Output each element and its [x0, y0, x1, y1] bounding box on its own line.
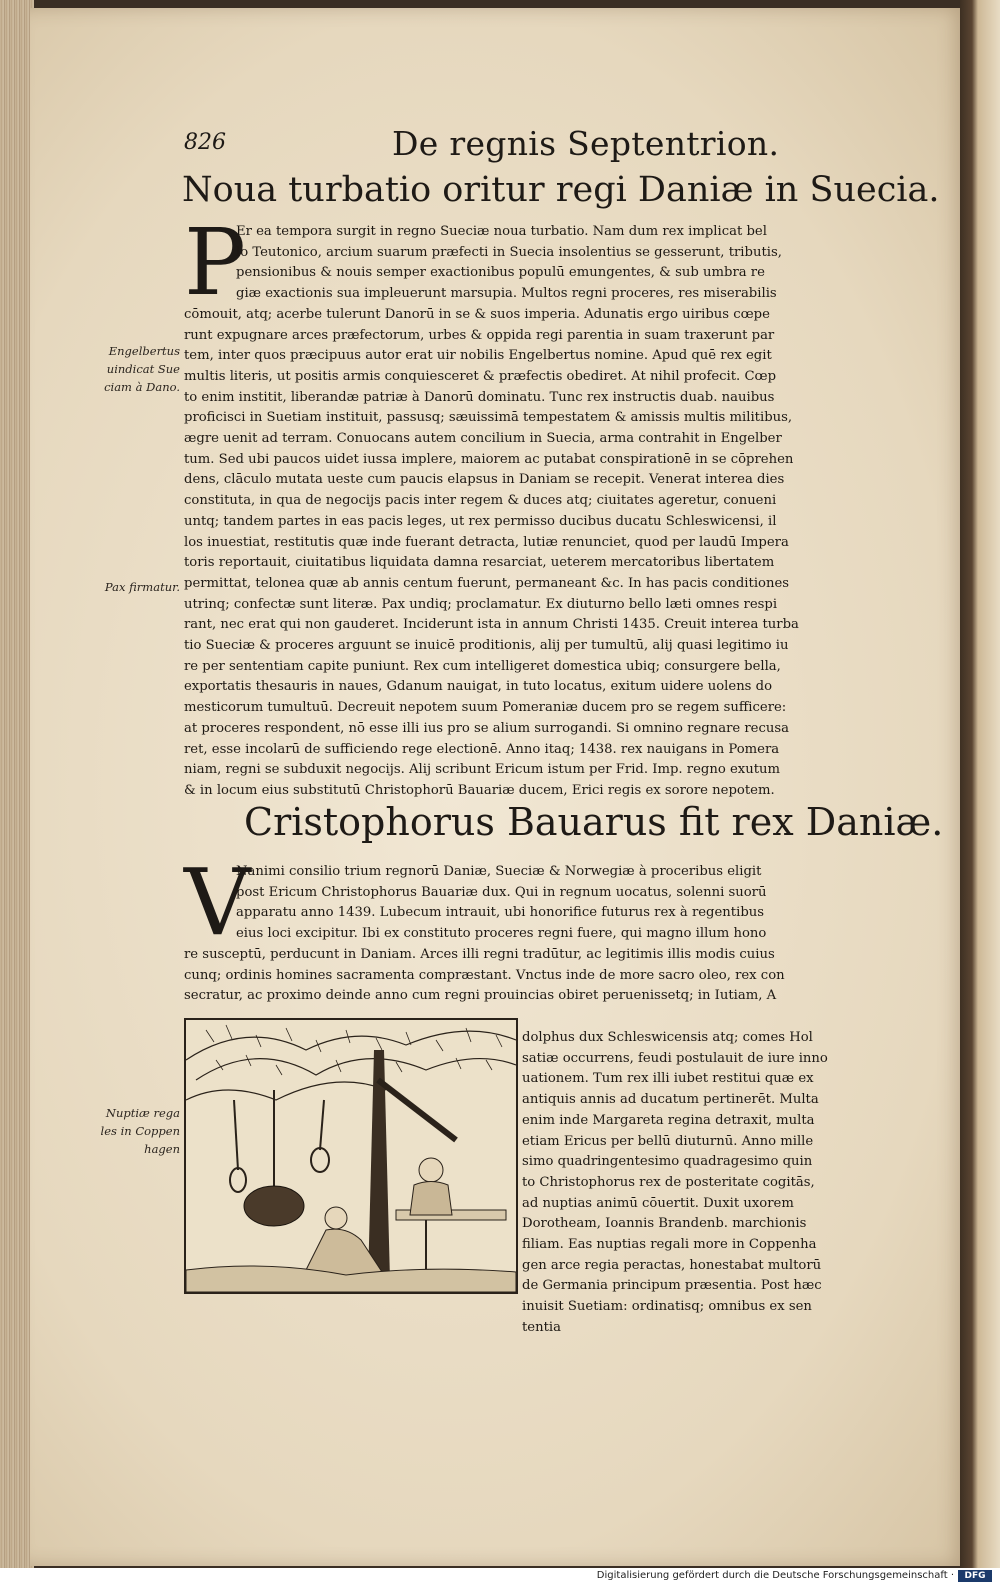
- text-line: de Germania principum præsentia. Post hæc: [522, 1278, 822, 1294]
- text-line: dens, clāculo mutata ueste cum paucis elapsus in Daniam se recepit. Venerat interea dies: [184, 472, 785, 488]
- text-line: ad nuptias animū cōuertit. Duxit uxorem: [522, 1195, 794, 1211]
- text-line: Dorotheam, Ioannis Brandenb. marchionis: [522, 1216, 807, 1232]
- marginalia-line: hagen: [144, 1142, 180, 1156]
- text-line: runt expugnare arces præfectorum, urbes & oppida regi parentia in suam traxerunt par: [184, 327, 775, 343]
- text-line: ægre uenit ad terram. Conuocans autem concilium in Suecia, arma contrahit in Engelber: [184, 431, 782, 447]
- text-line: to Christophorus rex de posteritate cogitās,: [522, 1174, 815, 1190]
- footer-credit: Digitalisierung gefördert durch die Deutsche Forschungsgemeinschaft ·: [596, 1570, 954, 1581]
- marginalia-line: les in Coppen: [100, 1124, 180, 1138]
- text-line: cōmouit, atq; acerbe tulerunt Danorū in se & suos imperia. Adunatis ergo uiribus cœpe: [184, 306, 770, 322]
- text-line: multis literis, ut positis armis conquiesceret & præfectis obediret. At nihil profecit. Cœp: [184, 368, 777, 384]
- dfg-logo: DFG: [958, 1570, 992, 1582]
- text-line: ret, esse incolarū de sufficiendo rege electionē. Anno itaq; 1438. rex nauigans in Pomera: [184, 741, 780, 757]
- text-line: lo Teutonico, arcium suarum præfecti in Suecia insolentius se gesserunt, tributis,: [236, 244, 782, 260]
- text-line: los inuestiat, restitutis quæ inde fuerant detracta, lutiæ renunciet, quod per laudū Impera: [184, 534, 789, 550]
- section-2-side-column: [522, 1028, 874, 1339]
- text-line: inuisit Suetiam: ordinatisq; omnibus ex sen: [522, 1299, 812, 1315]
- text-line: proficisci in Suetiam instituit, passusq; sæuissimā tempestatem & amissis multis militibus,: [184, 410, 793, 426]
- text-line: apparatu anno 1439. Lubecum intrauit, ubi honorifice futurus rex à regentibus: [236, 905, 765, 921]
- text-line: tem, inter quos præcipuus autor erat uir nobilis Engelbertus nomine. Apud quē rex egit: [184, 348, 772, 364]
- text-line: pensionibus & nouis semper exactionibus populū emungentes, & sub umbra re: [236, 265, 765, 281]
- text-line: exportatis thesauris in naues, Gdanum nauigat, in tuto locatus, exitum uidere uolens do: [184, 679, 773, 695]
- marginalia-line: ciam à Dano.: [104, 380, 180, 394]
- section-title-2: Cristophorus Bauarus fit rex Daniæ.: [244, 800, 944, 844]
- text-line: tentia: [522, 1319, 561, 1335]
- text-line: uationem. Tum rex illi iubet restitui quæ ex: [522, 1071, 814, 1087]
- running-head: De regnis Septentrion.: [392, 124, 780, 163]
- text-line: Nanimi consilio trium regnorū Daniæ, Sueciæ & Norwegiæ à proceribus eligit: [236, 864, 762, 879]
- text-line: etiam Ericus per bellū diuturnū. Anno mille: [522, 1133, 814, 1149]
- text-line: cunq; ordinis homines sacramenta compræstant. Vnctus inde de more sacro oleo, rex con: [184, 967, 785, 983]
- marginalia-nuptiae: [82, 1104, 180, 1158]
- text-line: satiæ occurrens, feudi postulauit de iure inno: [522, 1050, 828, 1066]
- text-line: utrinq; confectæ sunt literæ. Pax undiq; proclamatur. Ex diuturno bello læti omnes respi: [184, 596, 778, 612]
- marginalia-pax: [92, 578, 180, 596]
- text-line: post Ericum Christophorus Bauariæ dux. Qui in regnum uocatus, solenni suorū: [236, 884, 767, 900]
- text-line: antiquis annis ad ducatum pertinerēt. Multa: [522, 1092, 819, 1108]
- page-stack-left-edge: [0, 0, 34, 1585]
- text-line: gen arce regia peractas, honestabat multorū: [522, 1257, 822, 1273]
- woodcut-illustration: [184, 1018, 518, 1294]
- text-line: niam, regni se subduxit negocijs. Alij scribunt Ericum istum per Frid. Imp. regno exutum: [184, 762, 781, 778]
- text-line: toris reportauit, ciuitatibus liquidata damna resarciat, ueterem mercatoribus libertatem: [184, 555, 775, 571]
- text-line: secratur, ac proximo deinde anno cum regni prouincias obiret peruenissetq; in Iutiam, A: [184, 988, 777, 1004]
- text-line: re susceptū, perducunt in Daniam. Arces illi regni tradūtur, ac legitimis illis modis cuius: [184, 946, 775, 962]
- text-line: rant, nec erat qui non gauderet. Inciderunt ista in annum Christi 1435. Creuit interea turba: [184, 617, 799, 633]
- text-line: untq; tandem partes in eas pacis leges, ut rex permisso ducibus ducatu Schleswicensi, il: [184, 513, 777, 529]
- section-2-body: [184, 862, 874, 1007]
- section-title-1: Noua turbatio oritur regi Daniæ in Suecia.: [182, 170, 940, 210]
- book-gutter-right: [960, 0, 1000, 1570]
- page-number: 826: [184, 130, 226, 155]
- woodcut-drawing: [186, 1020, 516, 1292]
- marginalia-line: Engelbertus: [108, 344, 180, 358]
- text-line: dolphus dux Schleswicensis atq; comes Hol: [522, 1030, 813, 1045]
- text-line: mesticorum tumultuū. Decreuit nepotem suum Pomeraniæ ducem pro se regem sufficere:: [184, 700, 787, 716]
- text-line: re per sententiam capite puniunt. Rex cum intelligeret domestica ubiq; consurgere bella,: [184, 658, 781, 674]
- drop-cap-2: V: [184, 849, 251, 956]
- text-line: eius loci excipitur. Ibi ex constituto proceres regni fuere, qui magno illum hono: [236, 926, 767, 942]
- text-line: simo quadringentesimo quadragesimo quin: [522, 1154, 813, 1170]
- marginalia-line: Pax firmatur.: [104, 580, 180, 594]
- drop-cap-1: P: [184, 209, 246, 316]
- text-line: enim inde Margareta regina detraxit, multa: [522, 1112, 815, 1128]
- text-line: constituta, in qua de negocijs pacis inter regem & duces atq; ciuitates ageretur, conueni: [184, 493, 777, 509]
- text-line: giæ exactionis sua impleuerunt marsupia. Multos regni proceres, res miserabilis: [236, 286, 777, 302]
- text-line: filiam. Eas nuptias regali more in Coppenha: [522, 1237, 817, 1253]
- text-line: tio Sueciæ & proceres arguunt se inuicē proditionis, alij per tumultū, alij quasi legitimo iu: [184, 638, 789, 654]
- text-line: to enim institit, liberandæ patriæ à Danorū dominatu. Tunc rex instructis duab. nauibus: [184, 389, 775, 405]
- section-1-body: [184, 222, 874, 802]
- text-line: tum. Sed ubi paucos uidet iussa implere, maiorem ac putabat conspirationē in se cōprehen: [184, 451, 794, 467]
- text-line: Er ea tempora surgit in regno Sueciæ noua turbatio. Nam dum rex implicat bel: [236, 224, 767, 239]
- marginalia-line: Nuptiæ rega: [105, 1106, 180, 1120]
- marginalia-engelbertus: [92, 342, 180, 396]
- text-line: & in locum eius substitutū Christophorū Bauariæ ducem, Erici regis ex sorore nepotem.: [184, 782, 775, 798]
- marginalia-line: uindicat Sue: [106, 362, 180, 376]
- text-line: at proceres respondent, nō esse illi ius pro se alium surrogandi. Si omnino regnare recusa: [184, 720, 789, 736]
- text-line: permittat, telonea quæ ab annis centum fuerunt, permaneant &c. In has pacis conditiones: [184, 575, 790, 591]
